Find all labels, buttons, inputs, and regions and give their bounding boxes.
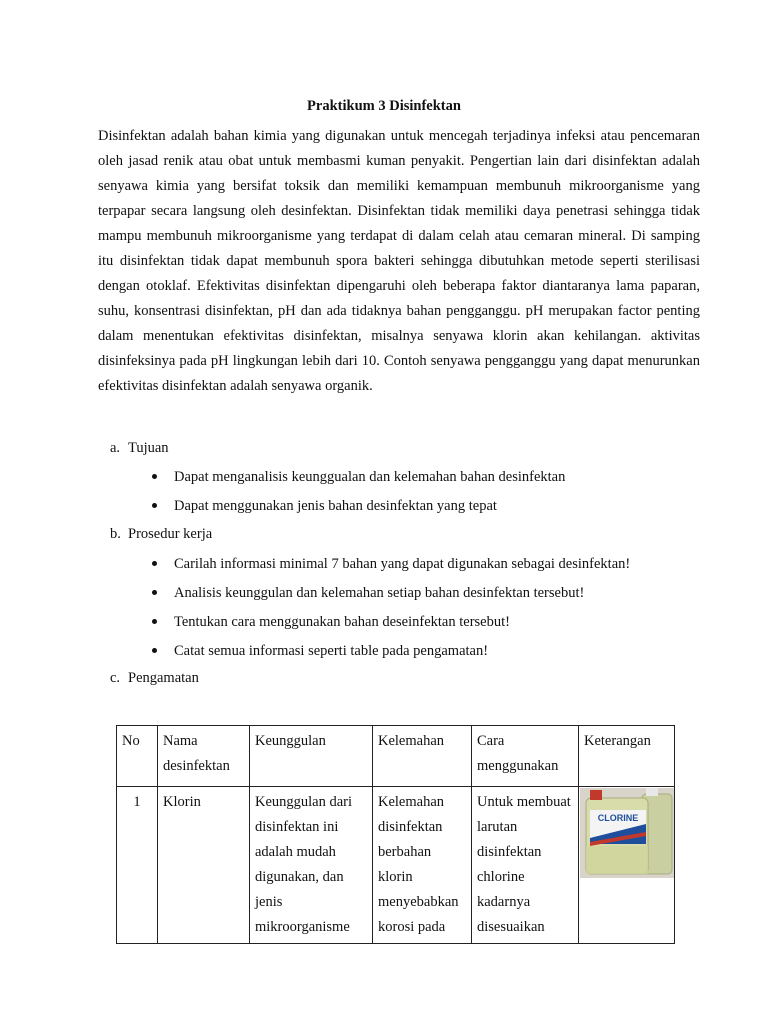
- section-letter: a.: [110, 440, 121, 456]
- column-header-cara: Cara menggunakan: [472, 726, 579, 787]
- product-label: CLORINE: [597, 813, 639, 823]
- observation-table: [116, 725, 675, 944]
- list-item: Analisis keunggulan dan kelemahan setiap bahan desinfektan tersebut!: [152, 584, 630, 613]
- column-header-keunggulan: Keunggulan: [250, 726, 373, 787]
- cell-cara: Untuk membuat larutan disinfektan chlorine kadarnya disesuaikan: [472, 787, 579, 944]
- clorine-bottle-photo: [580, 788, 674, 878]
- tujuan-list: [152, 468, 565, 526]
- list-item: Dapat menganalisis keunggualan dan kelemahan bahan desinfektan: [152, 468, 565, 497]
- section-pengamatan: [110, 670, 199, 687]
- intro-paragraph: Disinfektan adalah bahan kimia yang digunakan untuk mencegah terjadinya infeksi atau pencemaran oleh jasad renik atau obat untuk membasmi kuman penyakit. Pengertian lain dari disinfektan adalah senyawa kimia yang bersifat toksik dan memiliki kemampuan membunuh mikroorganisme yang terpapar secara langsung oleh desinfektan. Disinfektan tidak memiliki daya penetrasi sehingga tidak mampu membunuh mikroorganisme yang terdapat di dalam celah atau cemaran mineral. Di samping itu disinfektan tidak dapat membunuh spora bakteri sehingga dibutuhkan metode seperti sterilisasi dengan otoklaf. Efektivitas disinfektan dipengaruhi oleh beberapa faktor diantaranya lama paparan, suhu, konsentrasi disinfektan, pH dan ada tidaknya bahan pengganggu. pH merupakan factor penting dalam menentukan efektivitas disinfektan, misalnya senyawa klorin akan kehilangan. aktivitas disinfeksinya pada pH lingkungan lebih dari 10. Contoh senyawa pengganggu yang dapat menurunkan efektivitas disinfektan adalah senyawa organik.: [98, 128, 700, 394]
- section-letter: b.: [110, 526, 121, 542]
- prosedur-list: [152, 555, 630, 671]
- column-header-keterangan: Keterangan: [579, 726, 675, 787]
- bullet-icon: [152, 590, 157, 595]
- cell-nama: Klorin: [158, 787, 250, 944]
- section-title: Pengamatan: [128, 670, 199, 686]
- section-letter: c.: [110, 670, 121, 686]
- section-title: Prosedur kerja: [128, 526, 213, 542]
- bullet-icon: [152, 648, 157, 653]
- list-item: Tentukan cara menggunakan bahan deseinfektan tersebut!: [152, 613, 630, 642]
- section-prosedur: [110, 526, 212, 543]
- page-title: Praktikum 3 Disinfektan: [307, 98, 461, 114]
- cell-kelemahan: Kelemahan disinfektan berbahan klorin menyebabkan korosi pada: [373, 787, 472, 944]
- cell-no: 1: [117, 787, 158, 944]
- column-header-no: No: [117, 726, 158, 787]
- list-item: Catat semua informasi seperti table pada pengamatan!: [152, 642, 630, 671]
- bullet-icon: [152, 619, 157, 624]
- bullet-icon: [152, 503, 157, 508]
- cell-keunggulan: Keunggulan dari disinfektan ini adalah mudah digunakan, dan jenis mikroorganisme: [250, 787, 373, 944]
- bullet-icon: [152, 561, 157, 566]
- bullet-icon: [152, 474, 157, 479]
- list-item: Dapat menggunakan jenis bahan desinfektan yang tepat: [152, 497, 565, 526]
- column-header-kelemahan: Kelemahan: [373, 726, 472, 787]
- list-item: Carilah informasi minimal 7 bahan yang dapat digunakan sebagai desinfektan!: [152, 555, 630, 584]
- table-row: [117, 787, 675, 944]
- section-title: Tujuan: [128, 440, 169, 456]
- section-tujuan: [110, 440, 169, 457]
- column-header-nama: Nama desinfektan: [158, 726, 250, 787]
- cell-keterangan: [579, 787, 675, 944]
- table-header-row: [117, 726, 675, 787]
